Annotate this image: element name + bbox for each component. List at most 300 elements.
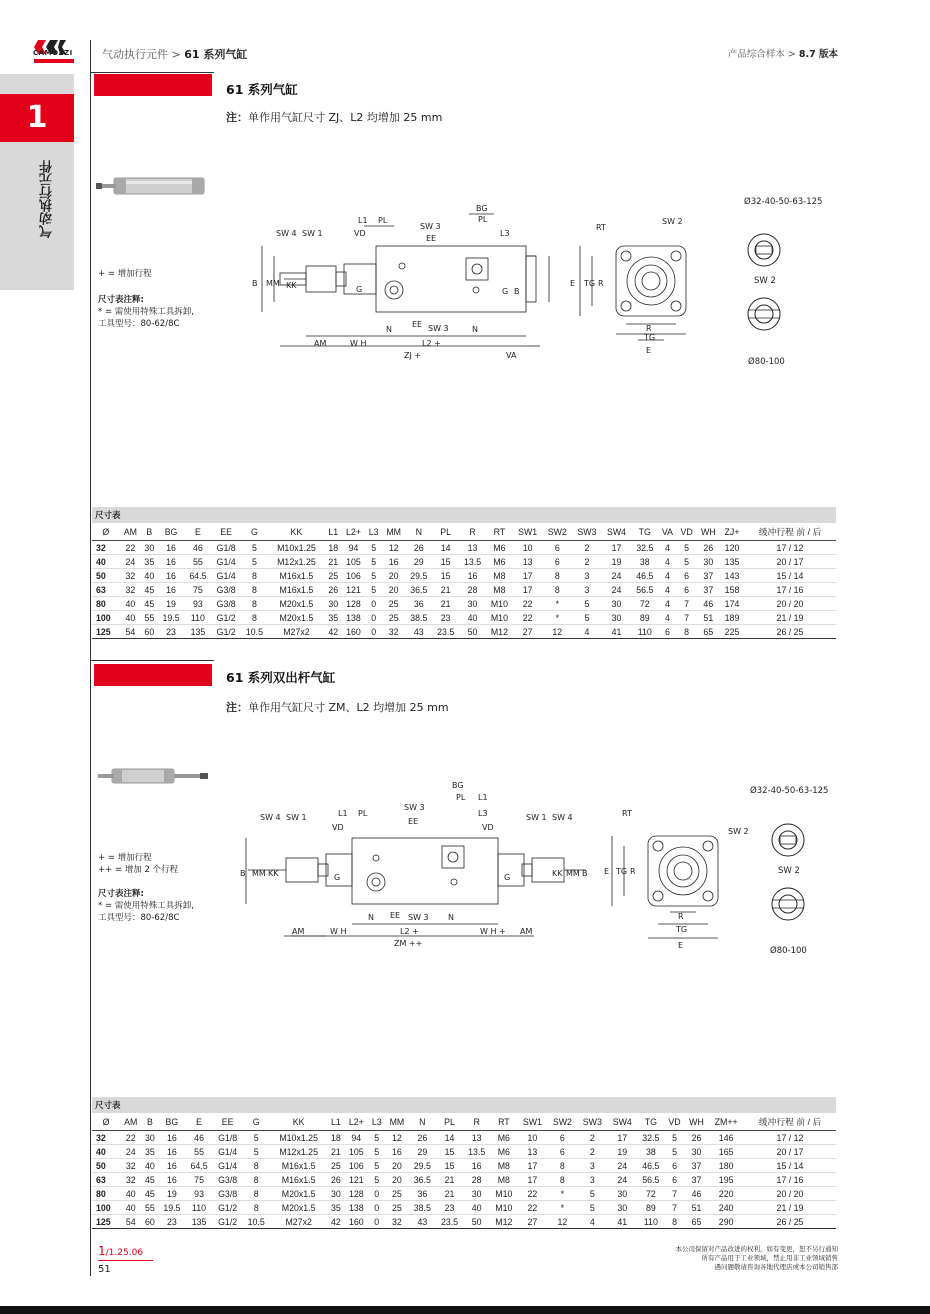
section1-table-header-row	[92, 523, 836, 541]
table-cell: M12	[490, 1215, 517, 1229]
table-cell: G1/2	[213, 1201, 243, 1215]
section2-bore-label-b: Ø80-100	[770, 946, 807, 956]
section1-table-note-title: 尺寸表注释:	[98, 295, 144, 305]
table-cell: 4	[658, 541, 676, 555]
table-cell: 21	[436, 1187, 463, 1201]
table-cell: 64.5	[184, 569, 211, 583]
svg-text:G: G	[334, 873, 341, 882]
section1-table-header-cell: L2+	[342, 523, 366, 541]
table-cell: 20 / 20	[744, 1187, 836, 1201]
table-cell: 29.5	[409, 1159, 436, 1173]
table-cell: 32	[385, 1215, 409, 1229]
svg-text:PL: PL	[456, 793, 466, 802]
table-cell: 225	[720, 625, 744, 639]
table-cell: 40	[120, 597, 141, 611]
table-cell: 15	[436, 1145, 463, 1159]
section1-table-header-cell: KK	[268, 523, 325, 541]
table-cell: 0	[365, 625, 382, 639]
table-row	[92, 1173, 836, 1187]
svg-text:EE: EE	[412, 320, 423, 329]
svg-text:L1: L1	[338, 809, 348, 818]
table-cell: 55	[185, 1145, 212, 1159]
table-cell: M12	[486, 625, 513, 639]
table-cell: 24	[607, 1173, 637, 1187]
table-cell: 29.5	[405, 569, 432, 583]
table-cell: 17	[513, 569, 543, 583]
table-cell: 16	[158, 555, 185, 569]
table-cell: 30	[602, 611, 632, 625]
table-cell: 110	[184, 611, 211, 625]
table-cell: 25	[385, 1187, 409, 1201]
section2-table-header-cell: MM	[385, 1113, 409, 1131]
table-cell: 30	[607, 1201, 637, 1215]
table-cell: 135	[185, 1215, 212, 1229]
table-cell: 45	[142, 1173, 159, 1187]
cylinder-photo-icon	[96, 170, 208, 206]
table-cell: 27	[517, 1215, 547, 1229]
table-cell: M20x1.5	[268, 611, 325, 625]
section1-table-header-cell: AM	[120, 523, 141, 541]
section1-table-header-cell: N	[405, 523, 432, 541]
section2-table-header-cell: 缓冲行程 前 / 后	[744, 1113, 836, 1131]
section2-table-header-cell: R	[463, 1113, 490, 1131]
svg-text:L3: L3	[478, 809, 488, 818]
table-cell: 5	[365, 541, 382, 555]
bore-cell: 125	[92, 1215, 120, 1229]
table-cell: G1/8	[211, 541, 241, 555]
table-row	[92, 625, 836, 639]
section1-table-header-cell: SW1	[513, 523, 543, 541]
page-reference	[98, 1244, 143, 1258]
section1-dimension-table	[92, 507, 836, 639]
table-cell: 13.5	[463, 1145, 490, 1159]
table-cell: 60	[141, 625, 158, 639]
section1-red-bar	[94, 74, 212, 96]
section2-table-header-cell: AM	[120, 1113, 142, 1131]
table-cell: 21	[432, 597, 459, 611]
section2-table-header-cell: KK	[270, 1113, 328, 1131]
table-cell: 23.5	[432, 625, 459, 639]
table-cell: M16x1.5	[270, 1173, 328, 1187]
svg-text:W H: W H	[350, 339, 367, 348]
table-cell: 17	[517, 1173, 547, 1187]
double-rod-cylinder-photo-icon	[96, 766, 210, 788]
table-cell: 8	[241, 583, 268, 597]
section1-bore-label-a: Ø32-40-50-63-125	[744, 197, 823, 207]
table-cell: 12	[382, 541, 405, 555]
svg-text:L3: L3	[500, 229, 510, 238]
table-cell: M6	[486, 541, 513, 555]
table-cell: 16	[158, 1145, 185, 1159]
bore-cell: 100	[92, 611, 120, 625]
svg-text:SW 4: SW 4	[276, 229, 297, 238]
table-cell: 10.5	[243, 1215, 270, 1229]
table-cell: 2	[577, 1145, 607, 1159]
section2-table-note-1: * = 需使用特殊工具拆卸,	[98, 901, 194, 911]
table-cell: 15	[432, 569, 459, 583]
table-row	[92, 1187, 836, 1201]
table-cell: 42	[325, 625, 342, 639]
section1-table-header-cell: 缓冲行程 前 / 后	[744, 523, 836, 541]
table-cell: 30	[607, 1187, 637, 1201]
table-cell: 8	[243, 1187, 270, 1201]
table-cell: 26	[409, 1131, 436, 1145]
svg-text:B: B	[240, 869, 246, 878]
table-cell: 30	[685, 1145, 709, 1159]
bore-cell: 80	[92, 597, 120, 611]
table-cell: 15	[436, 1159, 463, 1173]
table-cell: M6	[490, 1145, 517, 1159]
table-cell: 38.5	[409, 1201, 436, 1215]
svg-text:KK: KK	[286, 281, 297, 290]
svg-text:EE: EE	[426, 234, 437, 243]
table-cell: 37	[697, 583, 720, 597]
svg-text:AM: AM	[520, 927, 533, 936]
table-cell: 22	[517, 1201, 547, 1215]
table-cell: 5	[243, 1145, 270, 1159]
page-divider	[90, 40, 91, 1276]
svg-text:R: R	[646, 324, 652, 333]
section2-table-header-cell: SW4	[607, 1113, 637, 1131]
table-cell: 20 / 17	[744, 555, 836, 569]
table-cell: 2	[572, 541, 602, 555]
bore-cell: 40	[92, 1145, 120, 1159]
table-cell: 16	[385, 1145, 409, 1159]
section1-table-header-cell: Ø	[92, 523, 120, 541]
svg-text:R: R	[678, 912, 684, 921]
disclaimer-line-1: 本公司保留对产品改进的权利，如有变更，恕不另行通知	[675, 1245, 838, 1253]
table-cell: 45	[141, 583, 158, 597]
table-cell: 110	[631, 625, 658, 639]
svg-text:KK: KK	[268, 869, 279, 878]
table-cell: 158	[720, 583, 744, 597]
section2-bore-label-a: Ø32-40-50-63-125	[750, 786, 829, 796]
table-cell: 8	[547, 1173, 577, 1187]
table-cell: 13.5	[459, 555, 486, 569]
table-cell: 55	[184, 555, 211, 569]
section1-table-note-2: 工具型号：80-62/8C	[98, 319, 180, 329]
table-cell: 24	[120, 1145, 142, 1159]
section2-rule	[90, 660, 214, 661]
table-cell: 2	[572, 555, 602, 569]
table-cell: 38	[637, 1145, 664, 1159]
section2-table-header-cell: RT	[490, 1113, 517, 1131]
logo-text: CAMOZZI	[33, 49, 73, 57]
table-cell: 38.5	[405, 611, 432, 625]
svg-text:SW 2: SW 2	[728, 827, 749, 836]
table-cell: 16	[382, 555, 405, 569]
table-cell: 8	[243, 1201, 270, 1215]
table-cell: 0	[365, 611, 382, 625]
table-cell: 40	[120, 1201, 142, 1215]
table-cell: 10.5	[241, 625, 268, 639]
table-cell: 32.5	[637, 1131, 664, 1145]
table-cell: 24	[120, 555, 141, 569]
table-cell: 24	[602, 569, 632, 583]
table-cell: 106	[344, 1159, 368, 1173]
bore-cell: 80	[92, 1187, 120, 1201]
section2-table-header-cell: SW3	[577, 1113, 607, 1131]
table-cell: 0	[365, 597, 382, 611]
table-cell: 38	[631, 555, 658, 569]
svg-text:BG: BG	[476, 204, 488, 213]
table-cell: M16x1.5	[268, 583, 325, 597]
table-row	[92, 583, 836, 597]
table-cell: 32	[120, 1159, 142, 1173]
table-cell: 240	[708, 1201, 744, 1215]
table-cell: 8	[677, 625, 697, 639]
table-cell: 120	[720, 541, 744, 555]
table-cell: 22	[120, 541, 141, 555]
table-cell: G1/4	[213, 1145, 243, 1159]
svg-text:VD: VD	[482, 823, 494, 832]
table-cell: 46	[697, 597, 720, 611]
table-cell: M10x1.25	[268, 541, 325, 555]
table-cell: 29	[409, 1145, 436, 1159]
svg-text:AM: AM	[314, 339, 327, 348]
table-cell: 30	[463, 1187, 490, 1201]
table-cell: 17	[517, 1159, 547, 1173]
section2-table-header-cell: VD	[664, 1113, 684, 1131]
table-cell: 20	[382, 569, 405, 583]
bore-slot-icon	[770, 886, 806, 922]
svg-text:RT: RT	[596, 223, 606, 232]
svg-text:TG: TG	[616, 867, 628, 876]
svg-text:B: B	[582, 869, 588, 878]
table-cell: 4	[658, 555, 676, 569]
table-row	[92, 611, 836, 625]
page-number: 51	[98, 1264, 111, 1275]
bore-cell: 32	[92, 541, 120, 555]
section2-note-label: 注：	[226, 701, 248, 714]
section2-table-header-cell: BG	[158, 1113, 185, 1131]
section2-table-header-cell: EE	[213, 1113, 243, 1131]
table-cell: 160	[344, 1215, 368, 1229]
section2-table-header-cell: TG	[637, 1113, 664, 1131]
table-cell: 8	[547, 1159, 577, 1173]
section1-table-header-cell: L3	[365, 523, 382, 541]
svg-text:SW 3: SW 3	[404, 803, 425, 812]
svg-text:TG: TG	[644, 333, 656, 342]
table-row	[92, 1145, 836, 1159]
section2-dimension-table	[92, 1097, 836, 1229]
table-cell: 14	[436, 1131, 463, 1145]
table-cell: 121	[344, 1173, 368, 1187]
table-cell: 23	[158, 625, 185, 639]
section1-table-header-cell: VA	[658, 523, 676, 541]
table-cell: 110	[637, 1215, 664, 1229]
table-cell: 5	[664, 1145, 684, 1159]
bore-cell: 50	[92, 569, 120, 583]
breadcrumb-current: 61 系列气缸	[184, 48, 248, 61]
table-cell: 19	[158, 1187, 185, 1201]
table-cell: M8	[490, 1173, 517, 1187]
section1-table-header-cell: PL	[432, 523, 459, 541]
section2-legend-plusplus: ++ = 增加 2 个行程	[98, 865, 179, 875]
table-cell: 5	[677, 555, 697, 569]
table-cell: 21 / 19	[744, 1201, 836, 1215]
table-cell: 20	[385, 1159, 409, 1173]
table-cell: G1/4	[213, 1159, 243, 1173]
table-cell: 36.5	[409, 1173, 436, 1187]
table-cell: 50	[463, 1215, 490, 1229]
section1-table-header-cell: E	[184, 523, 211, 541]
table-cell: 72	[637, 1187, 664, 1201]
table-cell: 35	[142, 1145, 159, 1159]
table-cell: 45	[142, 1187, 159, 1201]
svg-text:SW 3: SW 3	[420, 222, 441, 231]
table-cell: 128	[344, 1187, 368, 1201]
svg-text:PL: PL	[378, 216, 388, 225]
table-cell: G1/4	[211, 555, 241, 569]
table-cell: 45	[141, 597, 158, 611]
svg-text:VD: VD	[332, 823, 344, 832]
table-cell: 35	[328, 1201, 345, 1215]
svg-text:KK: KK	[552, 869, 563, 878]
table-cell: 7	[664, 1201, 684, 1215]
svg-text:RT: RT	[622, 809, 632, 818]
table-cell: 89	[631, 611, 658, 625]
section1-table-header-cell: L1	[325, 523, 342, 541]
table-cell: 6	[547, 1145, 577, 1159]
table-cell: 26	[685, 1131, 709, 1145]
table-cell: 19	[602, 555, 632, 569]
section2-table-header-cell: L2+	[344, 1113, 368, 1131]
table-cell: 121	[342, 583, 366, 597]
section2-table-header-cell: E	[185, 1113, 212, 1131]
table-cell: 37	[685, 1159, 709, 1173]
table-cell: 2	[577, 1131, 607, 1145]
table-cell: 105	[342, 555, 366, 569]
table-cell: 35	[141, 555, 158, 569]
table-cell: 12	[542, 625, 572, 639]
section1-table-header-cell: EE	[211, 523, 241, 541]
table-cell: 4	[658, 583, 676, 597]
section2-table-note	[98, 888, 194, 924]
section2-note-text: 单作用气缸尺寸 ZM、L2 均增加 25 mm	[248, 701, 449, 714]
section2-title: 61 系列双出杆气缸	[226, 670, 336, 685]
catalog-version	[728, 46, 838, 60]
table-cell: 12	[385, 1131, 409, 1145]
table-cell: 32	[120, 569, 141, 583]
table-cell: 10	[517, 1131, 547, 1145]
table-cell: 40	[142, 1159, 159, 1173]
table-row	[92, 1215, 836, 1229]
svg-text:L2 +: L2 +	[400, 927, 419, 936]
svg-text:SW 1: SW 1	[302, 229, 323, 238]
table-cell: 65	[697, 625, 720, 639]
table-cell: 128	[342, 597, 366, 611]
table-cell: 16	[158, 1131, 185, 1145]
table-cell: 30	[328, 1187, 345, 1201]
table-cell: 5	[368, 1173, 385, 1187]
table-row	[92, 1201, 836, 1215]
table-cell: 135	[720, 555, 744, 569]
table-cell: 56.5	[631, 583, 658, 597]
breadcrumb-prefix[interactable]: 气动执行元件 >	[102, 48, 185, 61]
section2-table-header-cell: SW1	[517, 1113, 547, 1131]
svg-text:W H: W H	[330, 927, 347, 936]
table-cell: M10	[486, 597, 513, 611]
table-cell: 26 / 25	[744, 625, 836, 639]
table-cell: 41	[602, 625, 632, 639]
svg-text:N: N	[472, 325, 478, 334]
table-cell: M20x1.5	[268, 597, 325, 611]
table-row	[92, 555, 836, 569]
table-cell: 55	[142, 1201, 159, 1215]
section2-table-header-cell: L1	[328, 1113, 345, 1131]
section2-table-note-2: 工具型号：80-62/8C	[98, 913, 180, 923]
table-cell: 5	[664, 1131, 684, 1145]
svg-text:TG: TG	[676, 925, 688, 934]
bore-cell: 63	[92, 583, 120, 597]
table-cell: 5	[572, 597, 602, 611]
table-cell: 21	[436, 1173, 463, 1187]
table-cell: 5	[577, 1187, 607, 1201]
bore-ring-icon	[746, 232, 782, 268]
table-cell: 8	[241, 611, 268, 625]
table-cell: 220	[708, 1187, 744, 1201]
section2-table-header-cell: SW2	[547, 1113, 577, 1131]
table-cell: 28	[463, 1173, 490, 1187]
table-cell: 138	[344, 1201, 368, 1215]
table-cell: 6	[547, 1131, 577, 1145]
section2-note	[226, 699, 449, 715]
table-cell: 4	[577, 1215, 607, 1229]
table-cell: 93	[184, 597, 211, 611]
svg-text:MM: MM	[252, 869, 266, 878]
svg-text:VA: VA	[506, 351, 517, 360]
table-cell: 13	[513, 555, 543, 569]
svg-text:EE: EE	[390, 911, 401, 920]
table-cell: G3/8	[213, 1173, 243, 1187]
table-cell: 18	[325, 541, 342, 555]
svg-text:AM: AM	[292, 927, 305, 936]
table-cell: 3	[577, 1173, 607, 1187]
table-cell: M10	[490, 1187, 517, 1201]
svg-text:W H +: W H +	[480, 927, 506, 936]
section1-table-note	[98, 294, 194, 330]
section1-table-header-cell: G	[241, 523, 268, 541]
table-cell: 22	[517, 1187, 547, 1201]
table-cell: 174	[720, 597, 744, 611]
table-cell: M8	[486, 583, 513, 597]
table-cell: M8	[486, 569, 513, 583]
table-cell: 5	[365, 555, 382, 569]
table-cell: 7	[677, 611, 697, 625]
table-cell: 106	[342, 569, 366, 583]
table-cell: 110	[185, 1201, 212, 1215]
table-cell: 143	[720, 569, 744, 583]
section1-legend: + = 增加行程	[98, 269, 152, 279]
table-cell: 54	[120, 625, 141, 639]
table-cell: 60	[142, 1215, 159, 1229]
table-cell: 89	[637, 1201, 664, 1215]
table-row	[92, 541, 836, 555]
table-cell: 41	[607, 1215, 637, 1229]
table-cell: 5	[577, 1201, 607, 1215]
table-cell: 26	[405, 541, 432, 555]
table-cell: 30	[459, 597, 486, 611]
table-cell: 94	[344, 1131, 368, 1145]
svg-text:E: E	[646, 346, 652, 355]
table-cell: 8	[243, 1159, 270, 1173]
svg-text:SW 3: SW 3	[408, 913, 429, 922]
bore-cell: 50	[92, 1159, 120, 1173]
side-tab-label: 气动执行元件	[40, 160, 55, 238]
table-cell: 17	[607, 1131, 637, 1145]
table-cell: M6	[490, 1131, 517, 1145]
